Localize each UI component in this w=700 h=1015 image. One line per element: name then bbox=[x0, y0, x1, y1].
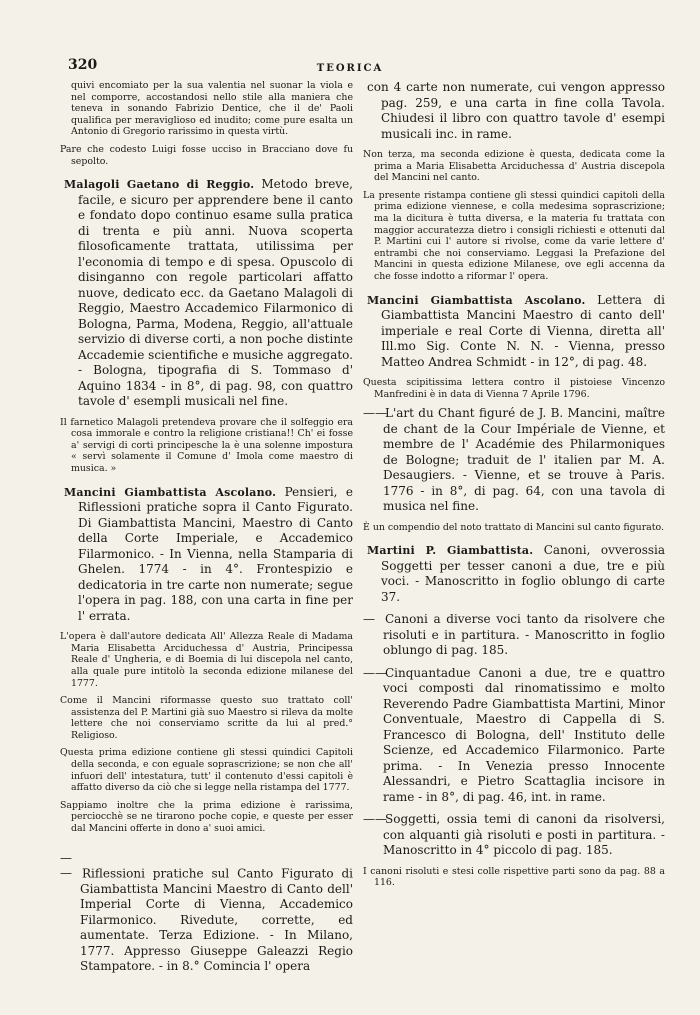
entry-text: Pensieri, e Riflessioni pratiche sopra il Canto Figurato. Di Giambattista Mancini, Maestro di Canto della Corte Imperiale, e Accademico Filarmonico. - In Vienna, nella Stamparia di Ghelen. 1774 - in 4°. Frontespizio e dedicatoria in tre carte non numerate; segue l'opera in pag. 188, con una carta in fine per l' errata. bbox=[78, 484, 353, 623]
ditto-dash: —— bbox=[363, 406, 387, 421]
entry-text: Metodo breve, facile, e sicuro per apprendere bene il canto e fondato dopo continuo esame sulla pratica di trenta e più anni. Nuova scoperta filosoficamente trattata, utilissima per l'economia di tempo e di spesa. Opuscolo di disinganno con regole particolari affatto nuove, dedicato ecc. da Gaetano Malagoli di Reggio, Maestro Accademico Filarmonico di Bologna, Parma, Modena, Reggio, all'attuale servizio di diverse corti, a non poche distinte Accademie scientifiche e musiche aggregato. - Bologna, tipografia di S. Tommaso d' Aquino 1834 - in 8°, di pag. 98, con quattro tavole d' esempli musicali nel fine. bbox=[78, 177, 353, 409]
bibliography-entry bbox=[363, 543, 665, 605]
bibliography-entry bbox=[60, 851, 353, 975]
bibliography-entry bbox=[60, 177, 353, 410]
note-paragraph: Come il Mancini riformasse questo suo trattato coll' assistenza del P. Martini già suo Maestro si rileva da molte lettere che noi conserviamo scritte da lui al pred.° Religioso. bbox=[60, 695, 353, 741]
bibliography-entry bbox=[363, 612, 665, 659]
entry-text: Riflessioni pratiche sul Canto Figurato di Giambattista Mancini Maestro di Canto dell' Imperial Corte di Vienna, Accademico Filarmonico. Rivedute, corrette, ed aumentate. Terza Edizione. - In Milano, 1777. Appresso Giuseppe Galeazzi Regio Stampatore. - in 8.° Comincia l' opera bbox=[80, 866, 353, 974]
note-paragraph: Sappiamo inoltre che la prima edizione è rarissima, perciocchè se ne tirarono poche copie, e queste per esser dal Mancini offerte in dono a' suoi amici. bbox=[60, 799, 353, 835]
entry-text: Lettera di Giambattista Mancini Maestro di canto dell' imperiale e real Corte di Vienna, diretta all' Ill.mo Sig. Conte N. N. - Vienna, presso Matteo Andrea Schmidt - in 12°, di pag. 48. bbox=[381, 292, 665, 369]
bibliography-entry bbox=[363, 666, 665, 806]
ditto-dash: —— bbox=[363, 812, 387, 827]
entry-text: Canoni, ovverossia Soggetti per tesser canoni a due, tre e più voci. - Manoscritto in foglio oblungo di carte 37. bbox=[381, 543, 665, 604]
entry-text: Canoni a diverse voci tanto da risolvere che risoluti e in partitura. - Manoscritto in foglio oblungo di pag. 185. bbox=[383, 612, 665, 658]
note-paragraph: La presente ristampa contiene gli stessi quindici capitoli della prima edizione viennese, e colla medesima soprascrizione; ma la dicitura è tutta diversa, e la materia fu trattata con maggior accuratezza dietro i consigli richiesti e ottenuti dal P. Martini cui l' autore si rivolse, come da varie lettere d' entrambi che noi conserviamo. Leggasi la Prefazione del Mancini in questa edizione Milanese, ove egli accenna da che fosse indotto a riformar l' opera. bbox=[363, 189, 665, 282]
running-head: TEORICA bbox=[316, 63, 384, 74]
bibliography-entry bbox=[363, 812, 665, 859]
entry-text: Soggetti, ossia temi di canoni da risolversi, con alquanti già risoluti e posti in partitura. - Manoscritto in 4° piccolo di pag. 185. bbox=[383, 812, 665, 858]
note-paragraph: I canoni risoluti e stesi colle rispettive parti sono da pag. 88 a 116. bbox=[363, 865, 665, 889]
entry-text: L'art du Chant figuré de J. B. Mancini, maître de chant de la Cour Impériale de Vienne, et membre de l' Académie des Philarmoniques de Bologne; traduit de l' italien par M. A. Desaugiers. - Vienne, et se trouve à Paris. 1776 - in 8°, di pag. 64, con una tavola di musica nel fine. bbox=[383, 406, 665, 514]
note-paragraph: L'opera è dall'autore dedicata All' Allezza Reale di Madama Maria Elisabetta Arciduchessa d' Austria, Principessa Reale d' Ungheria, e di Boemia di lui discepola nel canto, alla quale pure intitolò la seconda edizione milanese del 1777. bbox=[60, 631, 353, 689]
ditto-dash: — bbox=[363, 612, 375, 627]
entry-heading: Mancini Giambattista Ascolano. bbox=[367, 293, 586, 307]
entry-heading: Malagoli Gaetano di Reggio. bbox=[64, 178, 255, 192]
note-paragraph: Questa prima edizione contiene gli stessi quindici Capitoli della seconda, e con eguale soprascrizione; se non che all' infuori dell' intestatura, tutt' il contenuto d'essi capitoli è affatto diverso da ciò che si legge nella ristampa del 1777. bbox=[60, 747, 353, 794]
entry-heading: Mancini Giambattista Ascolano. bbox=[64, 485, 277, 499]
page-number: 320 bbox=[68, 57, 98, 73]
bibliography-entry bbox=[363, 406, 665, 515]
note-paragraph: Questa scipitissima lettera contro il pistoiese Vincenzo Manfredini è in data di Vienna 7 Aprile 1796. bbox=[363, 377, 665, 400]
left-column bbox=[60, 80, 353, 1000]
bibliography-entry bbox=[60, 485, 353, 625]
note-paragraph: Non terza, ma seconda edizione è questa, dedicata come la prima a Maria Elisabetta Arciduchessa d' Austria discepola del Mancini nel canto. bbox=[363, 149, 665, 184]
ditto-dash: —— bbox=[363, 665, 387, 680]
entry-heading: Martini P. Giambattista. bbox=[367, 544, 534, 558]
note-paragraph: Il farnetico Malagoli pretendeva provare che il solfeggio era cosa immorale e contro la religione cristiana!! Ch' ei fosse a' servigi di corti principesche la è una solenne impostura « servì solamente il Comune d' Imola come maestro di musica. » bbox=[60, 416, 353, 475]
note-paragraph: Pare che codesto Luigi fosse ucciso in Bracciano dove fu sepolto. bbox=[60, 143, 353, 167]
note-paragraph: È un compendio del noto trattato di Mancini sul canto figurato. bbox=[363, 521, 664, 533]
bibliography-entry bbox=[363, 293, 665, 371]
entry-text: Cinquantadue Canoni a due, tre e quattro voci composti dal rinomatissimo e molto Reverendo Padre Giambattista Martini, Minor Conventuale, Maestro di Cappella di S. Francesco di Bologna, dell' Instituto delle Scienze, ed Accademico Filarmonico. Parte prima. - In Venezia presso Innocente Alessandri, e Pietro Scattaglia incisore in rame - in 8°, di pag. 46, int. in rame. bbox=[383, 665, 665, 804]
ditto-dash: — — bbox=[60, 850, 72, 881]
entry-continuation: con 4 carte non numerate, cui vengon appresso pag. 259, e una carta in fine colla Tavola. Chiudesi il libro con quattro tavole d' esempi musicali inc. in rame. bbox=[367, 80, 665, 141]
right-column bbox=[363, 80, 665, 1000]
note-paragraph: quivi encomiato per la sua valentia nel suonar la viola e nel comporre, accostandosi nello stile alla maniera che teneva in sonando Fabrizio Dentice, che il de' Paoli qualifica per meraviglioso ed inudito; come pure esalta un Antonio di Gregorio rarissimo in questa virtù. bbox=[71, 80, 353, 138]
